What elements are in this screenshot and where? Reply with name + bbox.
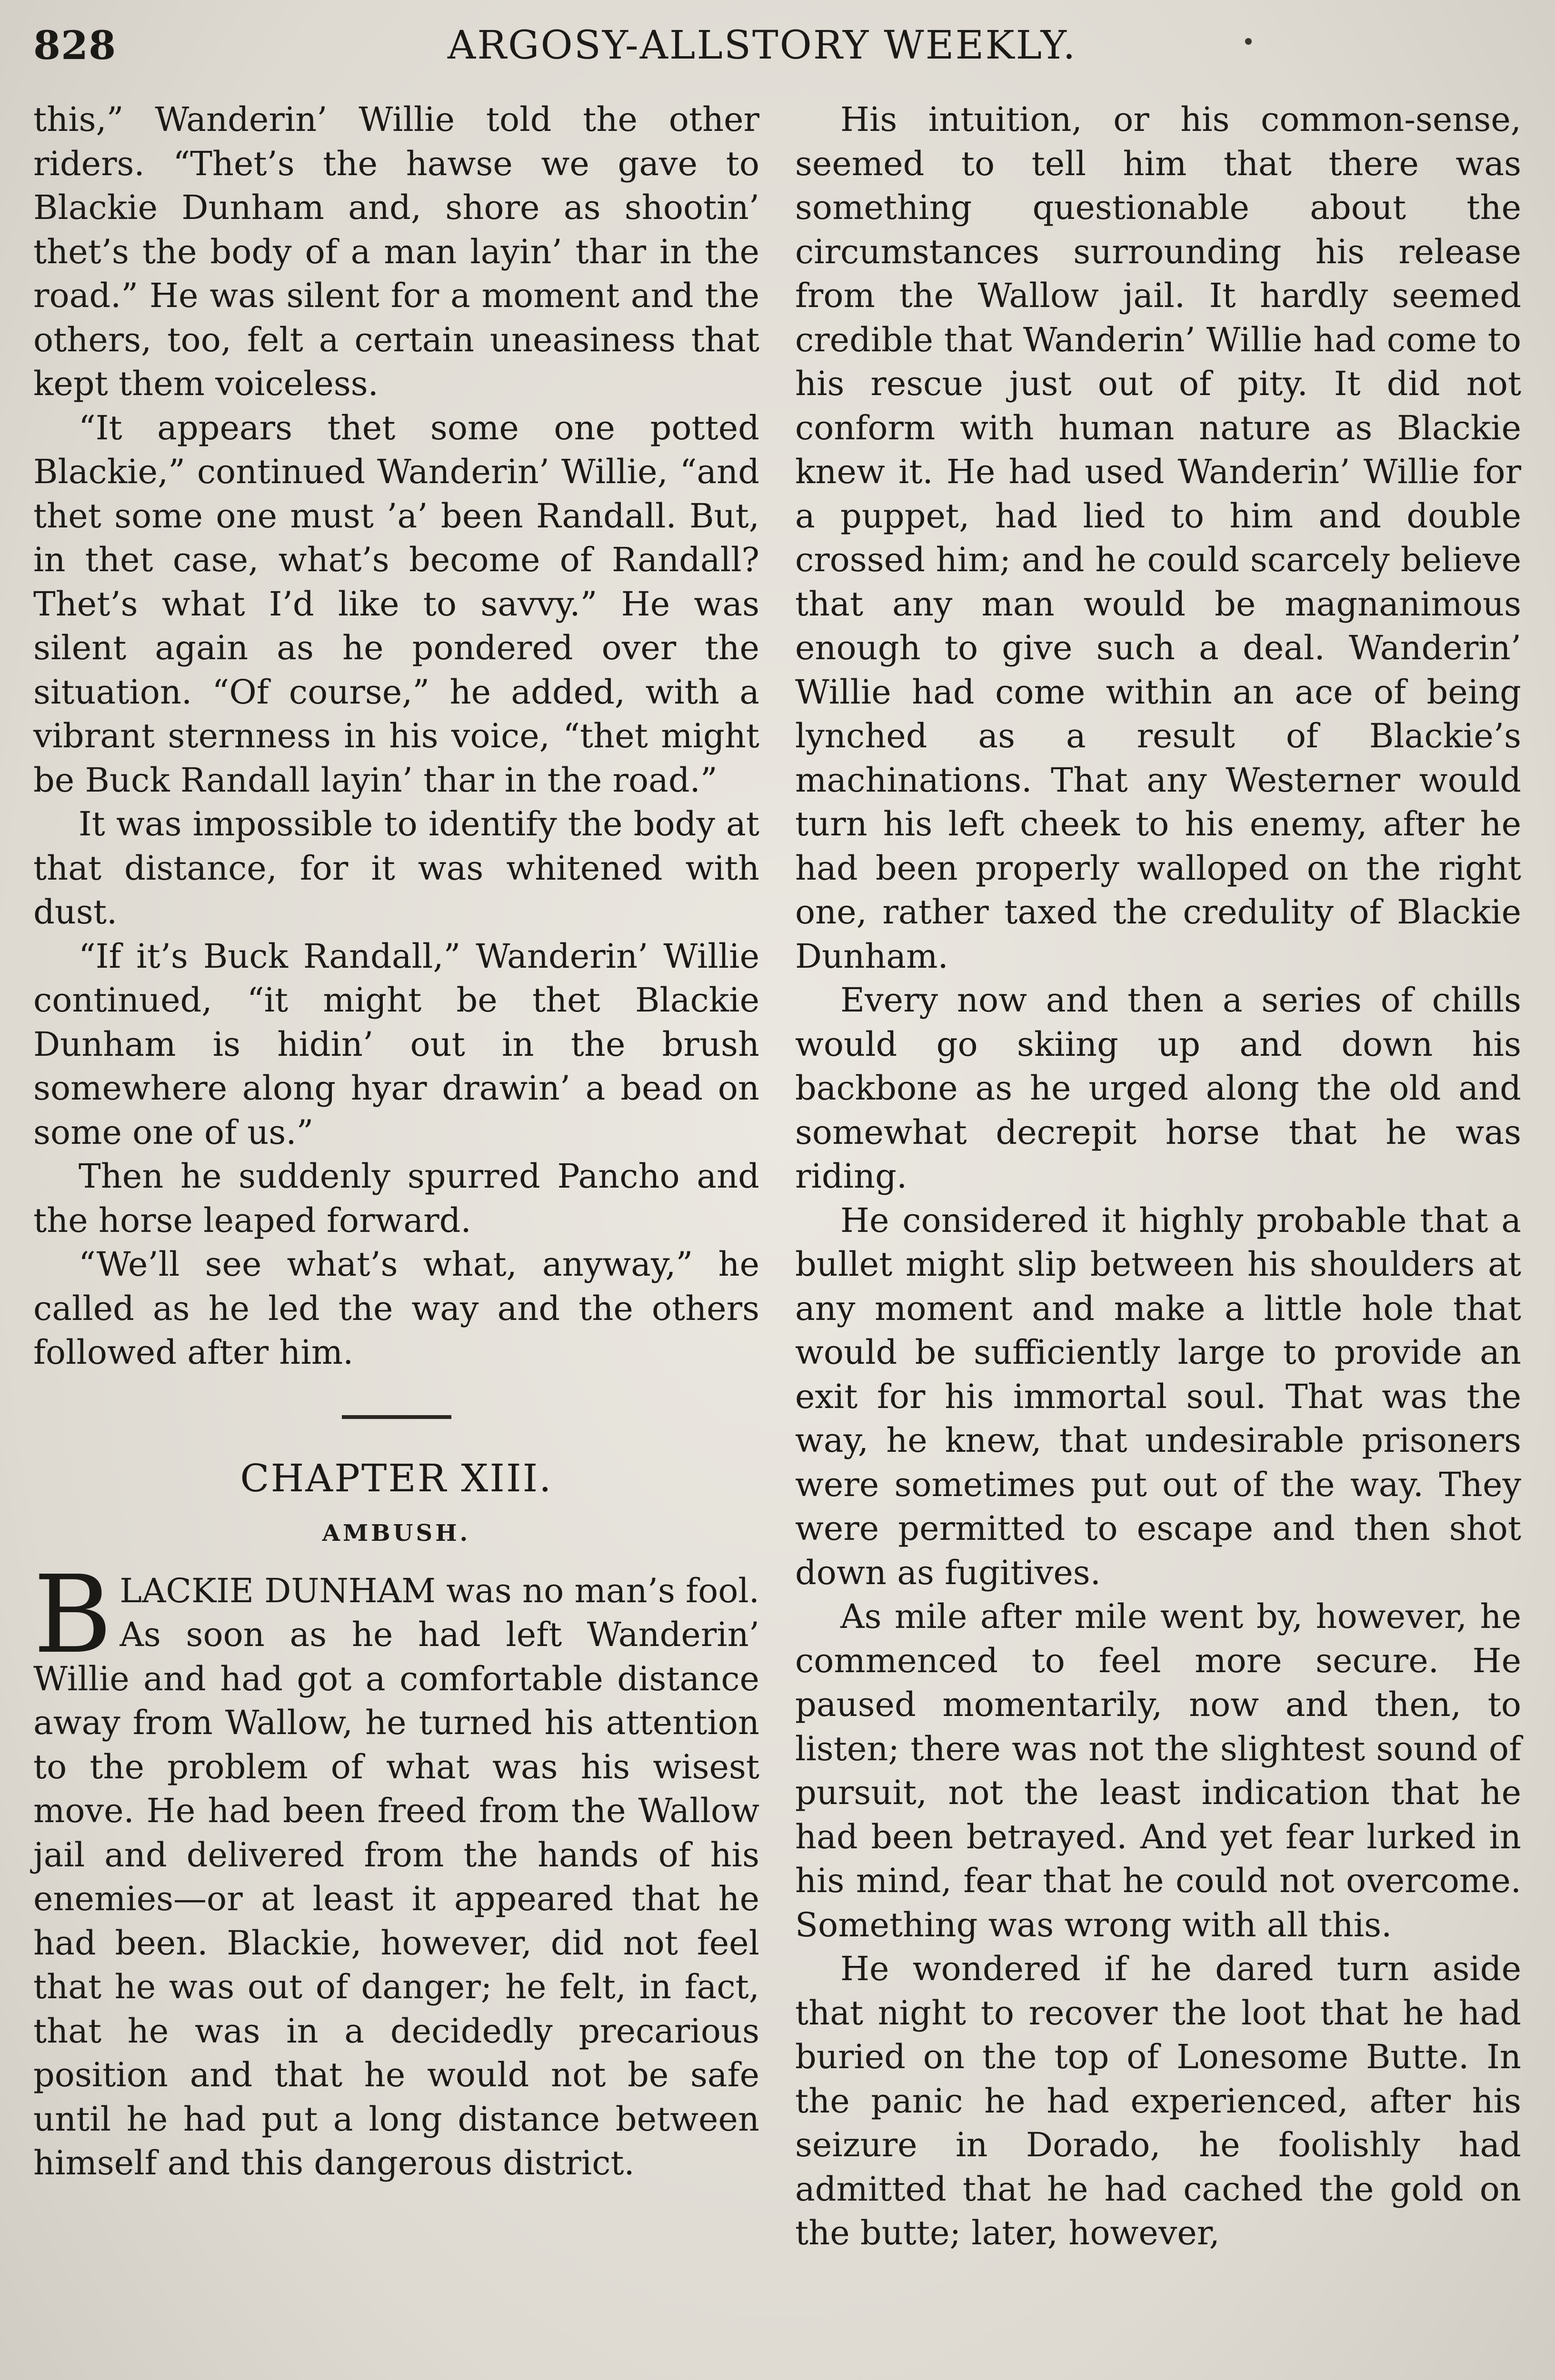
paragraph: It was impossible to identify the body at that distance, for it was whitened with dust. bbox=[33, 804, 759, 932]
page-header bbox=[29, 19, 1524, 81]
paragraph: His intuition, or his common-sense, seemed to tell him that there was something questionable about the circumstances surrounding his release from the Wallow jail. It hardly seemed credible that Wanderin’ Willie had come to his rescue just out of pity. It did not conform with human nature as Blackie knew it. He had used Wanderin’ Willie for a puppet, had lied to him and double crossed him; and he could scarcely believe that any man would be magnanimous enough to give such a deal. Wanderin’ Willie had come within an ace of being lynched as a result of Blackie’s machinations. That any Westerner would turn his left cheek to his enemy, after he had been properly walloped on the right one, rather taxed the credulity of Blackie Dunham. bbox=[795, 100, 1521, 976]
paragraph: “It appears thet some one potted Blackie,” continued Wanderin’ Willie, “and thet some one must ’a’ been Randall. But, in thet case, what’s become of Randall? Thet’s what I’d like to savvy.” He was silent again as he pondered over the situation. “Of course,” he added, with a vibrant sternness in his voice, “thet might be Buck Randall layin’ thar in the road.” bbox=[33, 408, 759, 800]
chapter-subtitle: AMBUSH. bbox=[322, 1519, 471, 1547]
paragraph: “If it’s Buck Randall,” Wanderin’ Willie continued, “it might be thet Blackie Dunham is hidin’ out in the brush somewhere along hyar drawin’ a bead on some one of us.” bbox=[33, 936, 759, 1152]
paragraph: Then he suddenly spurred Pancho and the horse leaped forward. bbox=[33, 1157, 759, 1240]
paragraph: this,” Wanderin’ Willie told the other riders. “Thet’s the hawse we gave to Blackie Dunham and, shore as shootin’ thet’s the body of a man layin’ thar in the road.” He was silent for a moment and the others, too, felt a certain uneasiness that kept them voiceless. bbox=[33, 100, 759, 403]
running-title: ARGOSY-ALLSTORY WEEKLY. bbox=[448, 23, 1077, 68]
page-number: 828 bbox=[33, 23, 117, 69]
ink-speck bbox=[1245, 38, 1252, 45]
drop-cap: B bbox=[33, 1552, 112, 1677]
paragraph: He wondered if he dared turn aside that night to recover the loot that he had buried on the top of Lonesome Butte. In the panic he had experienced, after his seizure in Dorado, he foolishly had admitted that he had cached the gold on the butte; later, however, bbox=[795, 1949, 1521, 2252]
paragraph: “We’ll see what’s what, anyway,” he called as he led the way and the others followed after him. bbox=[33, 1245, 759, 1372]
paragraph: He considered it highly probable that a bullet might slip between his shoulders at any moment and make a little hole that would be sufficiently large to provide an exit for his immortal soul. That was the way, he knew, that undesirable prisoners were sometimes put out of the way. They were permitted to escape and then shot down as fugitives. bbox=[795, 1200, 1521, 1592]
chapter-opening-paragraph bbox=[33, 1552, 759, 2185]
chapter-title: CHAPTER XIII. bbox=[240, 1456, 553, 1500]
right-column bbox=[795, 98, 1521, 2255]
paragraph: As mile after mile went by, however, he commenced to feel more secure. He paused momentarily, now and then, to listen; there was not the slightest sound of pursuit, not the least indication that he had been betrayed. And yet fear lurked in his mind, fear that he could not overcome. Something was wrong with all this. bbox=[795, 1597, 1521, 1944]
left-column bbox=[33, 98, 759, 2185]
paragraph: Every now and then a series of chills would go skiing up and down his backbone as he urged along the old and somewhat decrepit horse that he was riding. bbox=[795, 981, 1521, 1196]
section-divider bbox=[342, 1415, 451, 1419]
chapter-opening-text: LACKIE DUNHAM was no man’s fool. As soon as he had left Wanderin’ Willie and had got a comfortable distance away from Wallow, he turned his attention to the problem of what was his wisest move. He had been freed from the Wallow jail and delivered from the hands of his enemies—or at least it appeared that he had been. Blackie, however, did not feel that he was out of danger; he felt, in fact, that he was in a decidedly precarious position and that he would not be safe until he had put a long distance between himself and this dangerous district. bbox=[33, 1571, 759, 2182]
